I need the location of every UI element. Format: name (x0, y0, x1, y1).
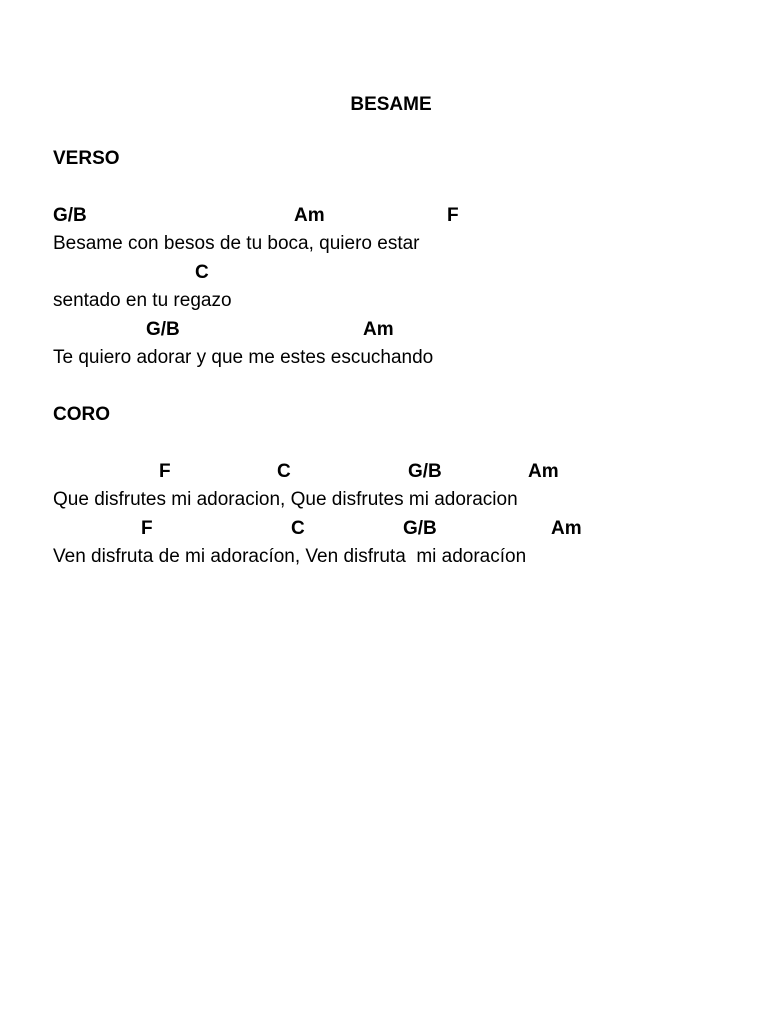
chord: C (277, 461, 291, 482)
lyric-line: Que disfrutes mi adoracion, Que disfrutes mi adoracion (53, 489, 518, 510)
chord: F (159, 461, 171, 482)
song-title: BESAME (350, 94, 432, 115)
chord: C (291, 518, 305, 539)
verse-label: VERSO (53, 148, 120, 169)
chord: G/B (146, 319, 180, 340)
chord: Am (551, 518, 582, 539)
lyric-line: Te quiero adorar y que me estes escuchando (53, 347, 434, 368)
chord: G/B (53, 205, 87, 226)
chorus-label: CORO (53, 404, 110, 425)
lyric-line: Besame con besos de tu boca, quiero estar (53, 233, 420, 254)
chord: F (447, 205, 459, 226)
chord: Am (528, 461, 559, 482)
chord: Am (294, 205, 325, 226)
chord: F (141, 518, 153, 539)
lyric-line: Ven disfruta de mi adoracíon, Ven disfruta mi adoracíon (53, 546, 527, 567)
chord: Am (363, 319, 394, 340)
chord: G/B (408, 461, 442, 482)
chord: C (195, 262, 209, 283)
chord: G/B (403, 518, 437, 539)
lyric-line: sentado en tu regazo (53, 290, 232, 311)
